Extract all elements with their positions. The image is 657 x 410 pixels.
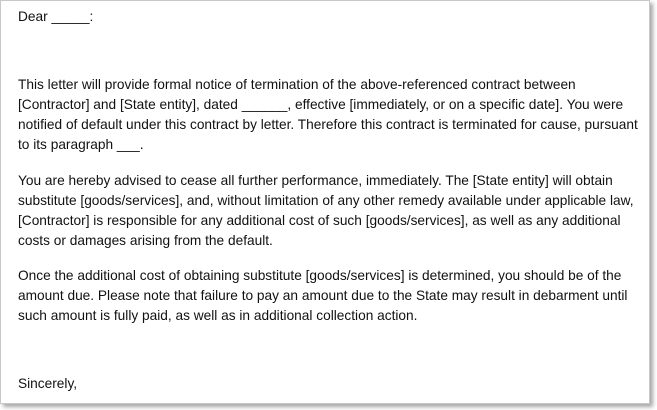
paragraph-termination-notice: This letter will provide formal notice of termination of the above-referenced contract between [Contractor] and [State entity], dated ______, effective [immediately, or on a specific date]. You were notified of default under this contract by letter. Therefore this contract is terminated for cause, pursuant to its paragraph ___.: [18, 77, 638, 152]
paragraph-cease-performance: You are hereby advised to cease all further performance, immediately. The [State entity] will obtain substitute [goods/services], and, without limitation of any other remedy available under applicable law, [Contractor] is responsible for any additional cost of such [goods/services], as well as any additional costs or damages arising from the default.: [18, 173, 634, 248]
salutation: Dear _____:: [18, 9, 94, 24]
closing: Sincerely,: [18, 376, 78, 391]
paragraph-amount-due: Once the additional cost of obtaining substitute [goods/services] is determined, you should be of the amount due. Please note that failure to pay an amount due to the State may result in debarment until such amount is fully paid, as well as in additional collection action.: [18, 268, 628, 323]
